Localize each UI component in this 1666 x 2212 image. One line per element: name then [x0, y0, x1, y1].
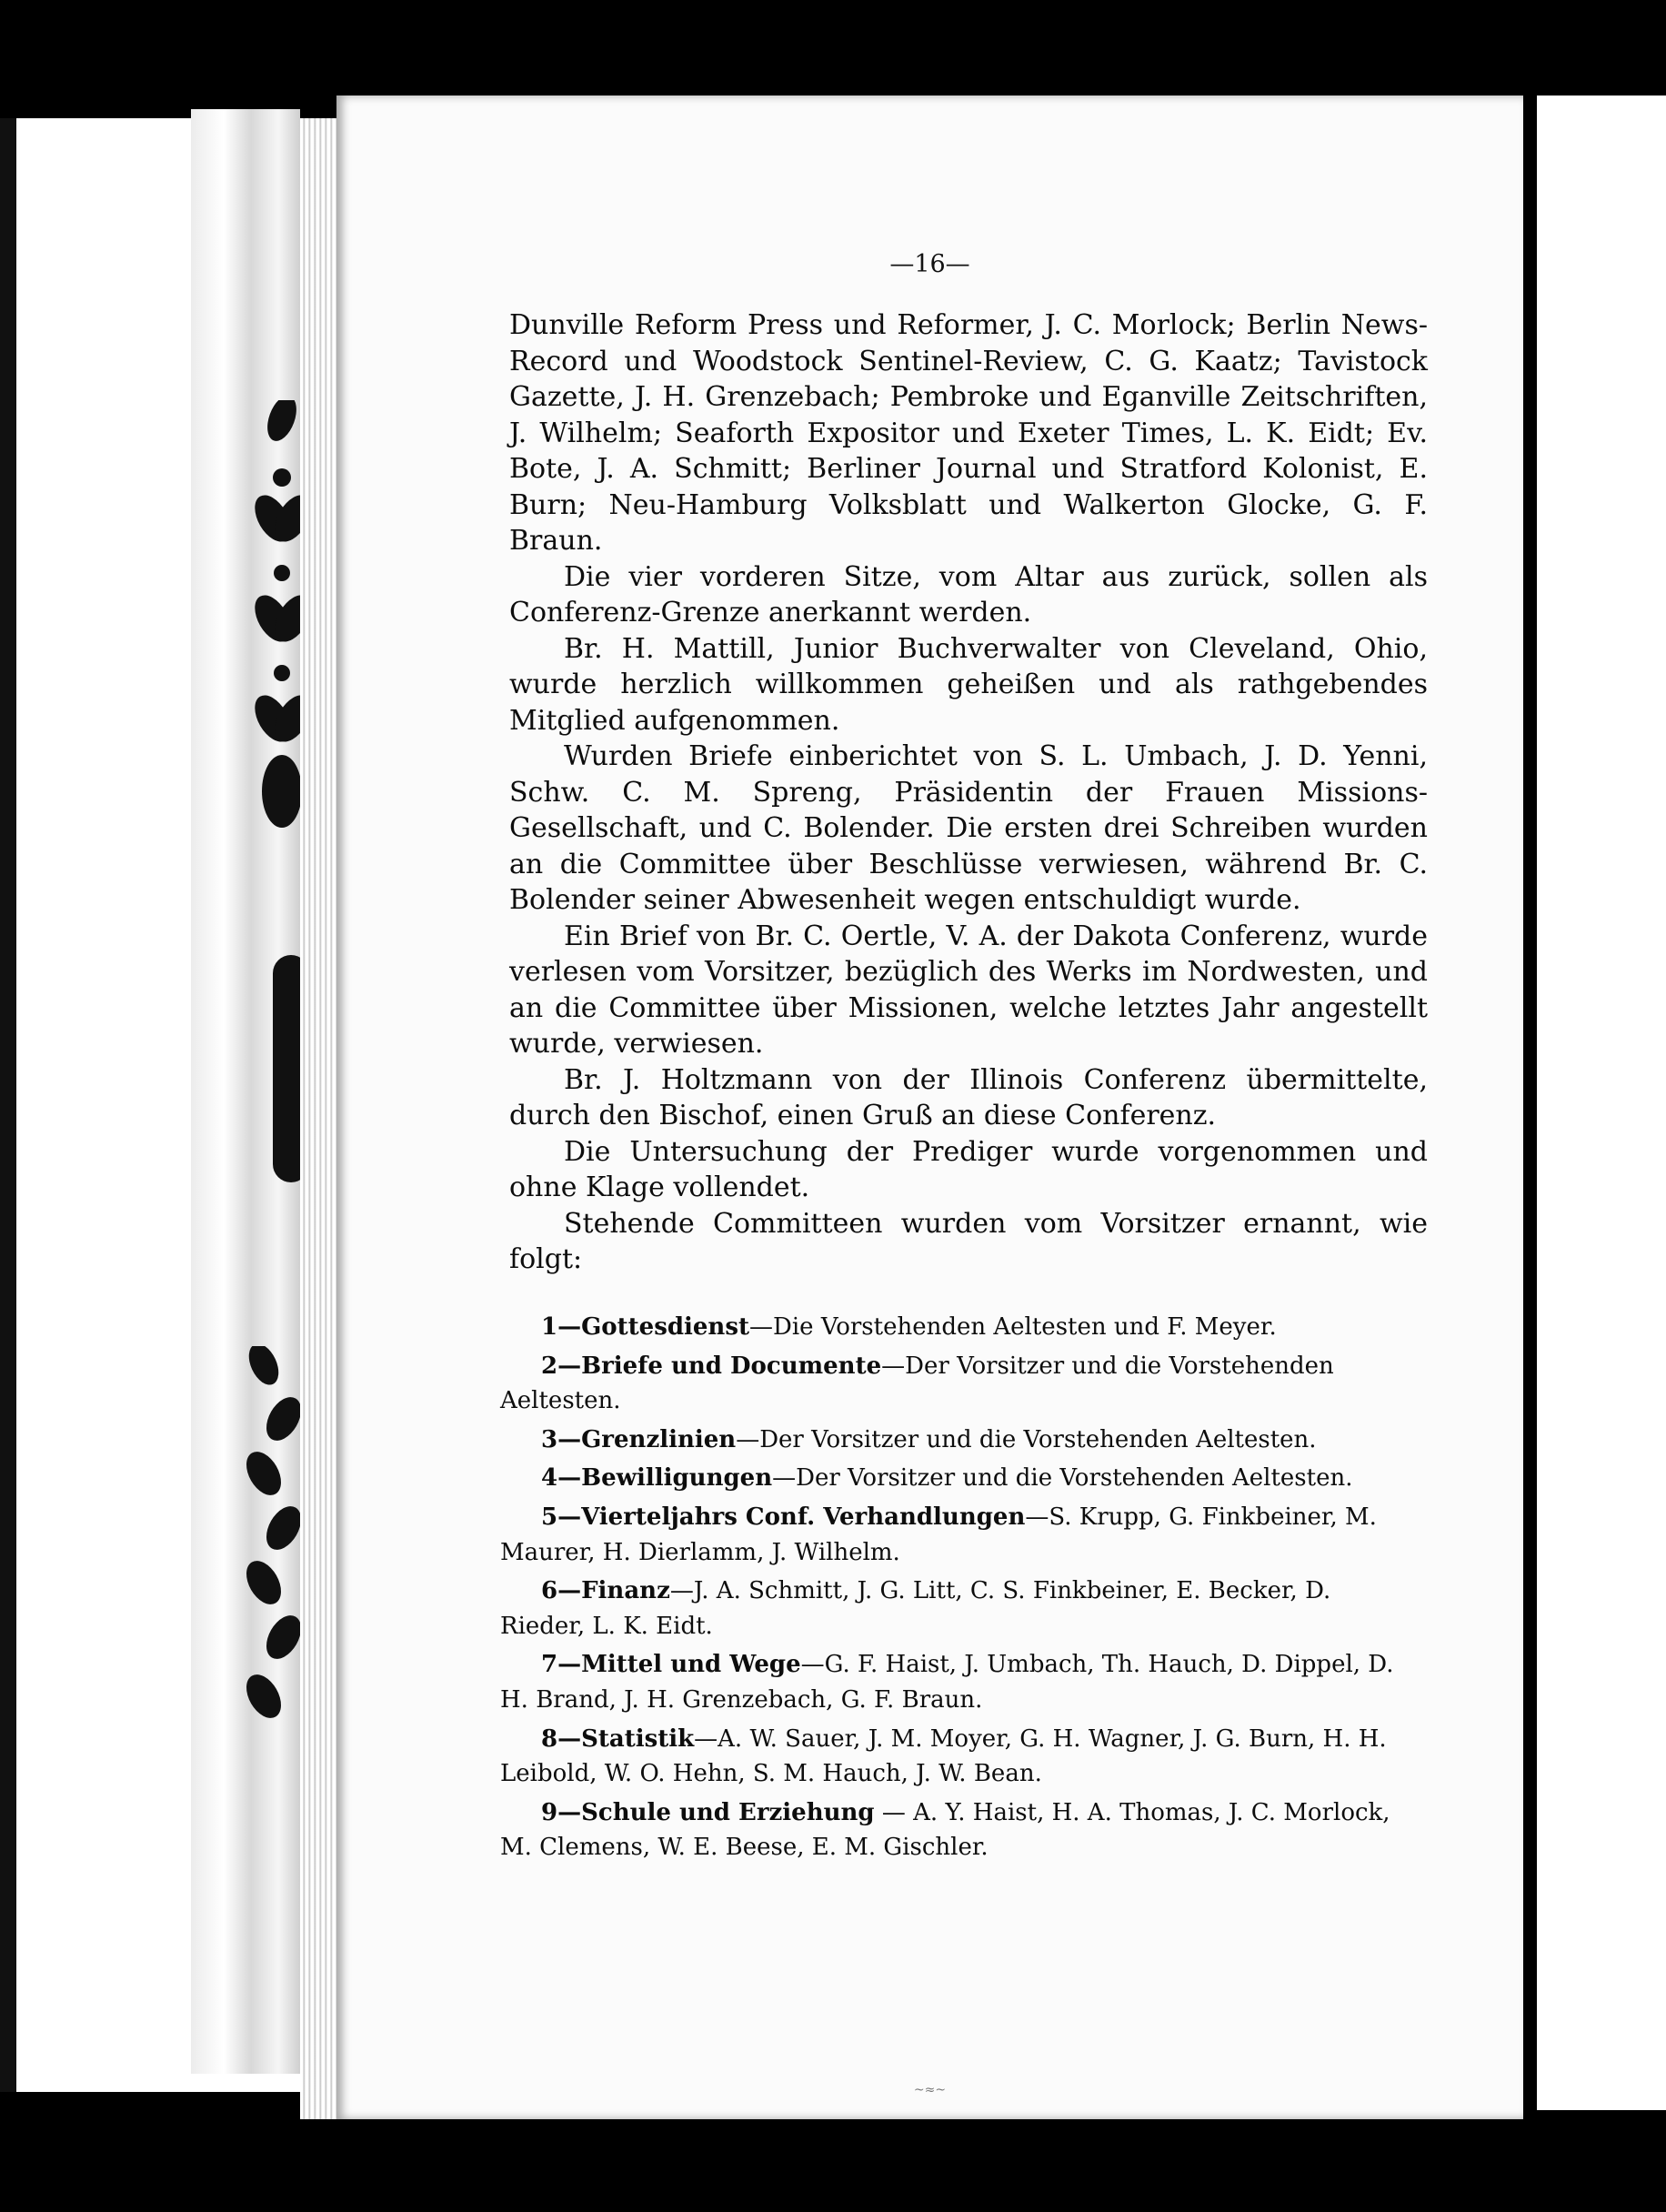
committee-members: —J. A. Schmitt, J. G. Litt, C. S. Finkbeiner, E. Becker, D. Rieder, L. K. Eidt.: [500, 1577, 1331, 1640]
committee-members: —Der Vorsitzer und die Vorstehenden Aeltesten.: [500, 1352, 1334, 1415]
footer-mark: ~≈~: [913, 2083, 947, 2097]
paragraph: Wurden Briefe einberichtet von S. L. Umbach, J. D. Yenni, Schw. C. M. Spreng, Präsidentin der Frauen Missions-Gesellschaft, und C. Bolender. Die ersten drei Schreiben wurden an die Committee über Beschlüsse verwiesen, während Br. C. Bolender seiner Abwesenheit wegen entschuldigt wurde.: [509, 740, 1428, 916]
committee-item: [500, 1574, 1414, 1644]
committee-title: 6—Finanz: [541, 1577, 670, 1605]
committee-item: [500, 1722, 1414, 1792]
committee-members: —A. W. Sauer, J. M. Moyer, G. H. Wagner, J. G. Burn, H. H. Leibold, W. O. Hehn, S. M. Hauch, J. W. Bean.: [500, 1724, 1387, 1788]
committee-title: 2—Briefe und Documente: [541, 1352, 882, 1380]
committee-members: —G. F. Haist, J. Umbach, Th. Hauch, D. Dippel, D. H. Brand, J. H. Grenzebach, G. F. Braun.: [500, 1651, 1394, 1714]
paragraph: Ein Brief von Br. C. Oertle, V. A. der Dakota Conferenz, wurde verlesen vom Vorsitzer, bezüglich des Werks im Nordwesten, und an die Committee über Missionen, welche letztes Jahr angestellt wurde, verwiesen.: [509, 920, 1428, 1060]
committee-item: [500, 1795, 1414, 1865]
committee-members: — A. Y. Haist, H. A. Thomas, J. C. Morlock, M. Clemens, W. E. Beese, E. M. Gischler.: [500, 1798, 1390, 1862]
committee-item: [500, 1461, 1414, 1496]
paragraph: Br. J. Holtzmann von der Illinois Conferenz übermittelte, durch den Bischof, einen Gruß an diese Conferenz.: [509, 1063, 1428, 1131]
page-number: —16—: [889, 250, 970, 278]
body-text: [509, 307, 1428, 1278]
leaf-ornament-lower-icon: [236, 1346, 309, 1728]
committee-title: 4—Bewilligungen: [541, 1464, 773, 1493]
committee-title: 7—Mittel und Wege: [541, 1651, 801, 1679]
paragraph: Die Untersuchung der Prediger wurde vorgenommen und ohne Klage vollendet.: [509, 1135, 1428, 1203]
committee-title: 8—Statistik: [541, 1724, 695, 1753]
paragraph: Dunville Reform Press und Reformer, J. C. Morlock; Berlin News-Record und Woodstock Sentinel-Review, C. G. Kaatz; Tavistock Gazette, J. H. Grenzebach; Pembroke und Eganville Zeitschriften, J. Wilhelm; Seaforth Expositor und Exeter Times, L. K. Eidt; Ev. Bote, J. A. Schmitt; Berliner Journal und Stratford Kolonist, E. Burn; Neu-Hamburg Volksblatt und Walkerton Glocke, G. F. Braun.: [509, 309, 1428, 557]
committee-title: 3—Grenzlinien: [541, 1425, 737, 1453]
committee-item: [500, 1423, 1414, 1458]
paragraph: Die vier vorderen Sitze, vom Altar aus zurück, sollen als Conferenz-Grenze anerkannt werden.: [509, 560, 1428, 628]
committee-members: —Die Vorstehenden Aeltesten und F. Meyer.: [749, 1313, 1277, 1341]
right-margin: [1537, 96, 1666, 2110]
committee-members: —S. Krupp, G. Finkbeiner, M. Maurer, H. Dierlamm, J. Wilhelm.: [500, 1503, 1377, 1566]
committee-title: 5—Vierteljahrs Conf. Verhandlungen: [541, 1503, 1026, 1531]
committee-item: [500, 1349, 1414, 1419]
committee-members: —Der Vorsitzer und die Vorstehenden Aeltesten.: [736, 1425, 1317, 1453]
committee-item: [500, 1647, 1414, 1717]
committee-title: 1—Gottesdienst: [541, 1313, 749, 1341]
committee-members: —Der Vorsitzer und die Vorstehenden Aeltesten.: [772, 1464, 1353, 1493]
paragraph: Stehende Committeen wurden vom Vorsitzer ernannt, wie folgt:: [509, 1207, 1428, 1275]
committee-title: 9—Schule und Erziehung: [541, 1798, 875, 1826]
committee-item: [500, 1310, 1414, 1345]
committee-item: [500, 1500, 1414, 1570]
paragraph: Br. H. Mattill, Junior Buchverwalter von Cleveland, Ohio, wurde herzlich willkommen geheißen und als rathgebendes Mitglied aufgenommen.: [509, 632, 1428, 737]
committee-list: [500, 1310, 1414, 1869]
